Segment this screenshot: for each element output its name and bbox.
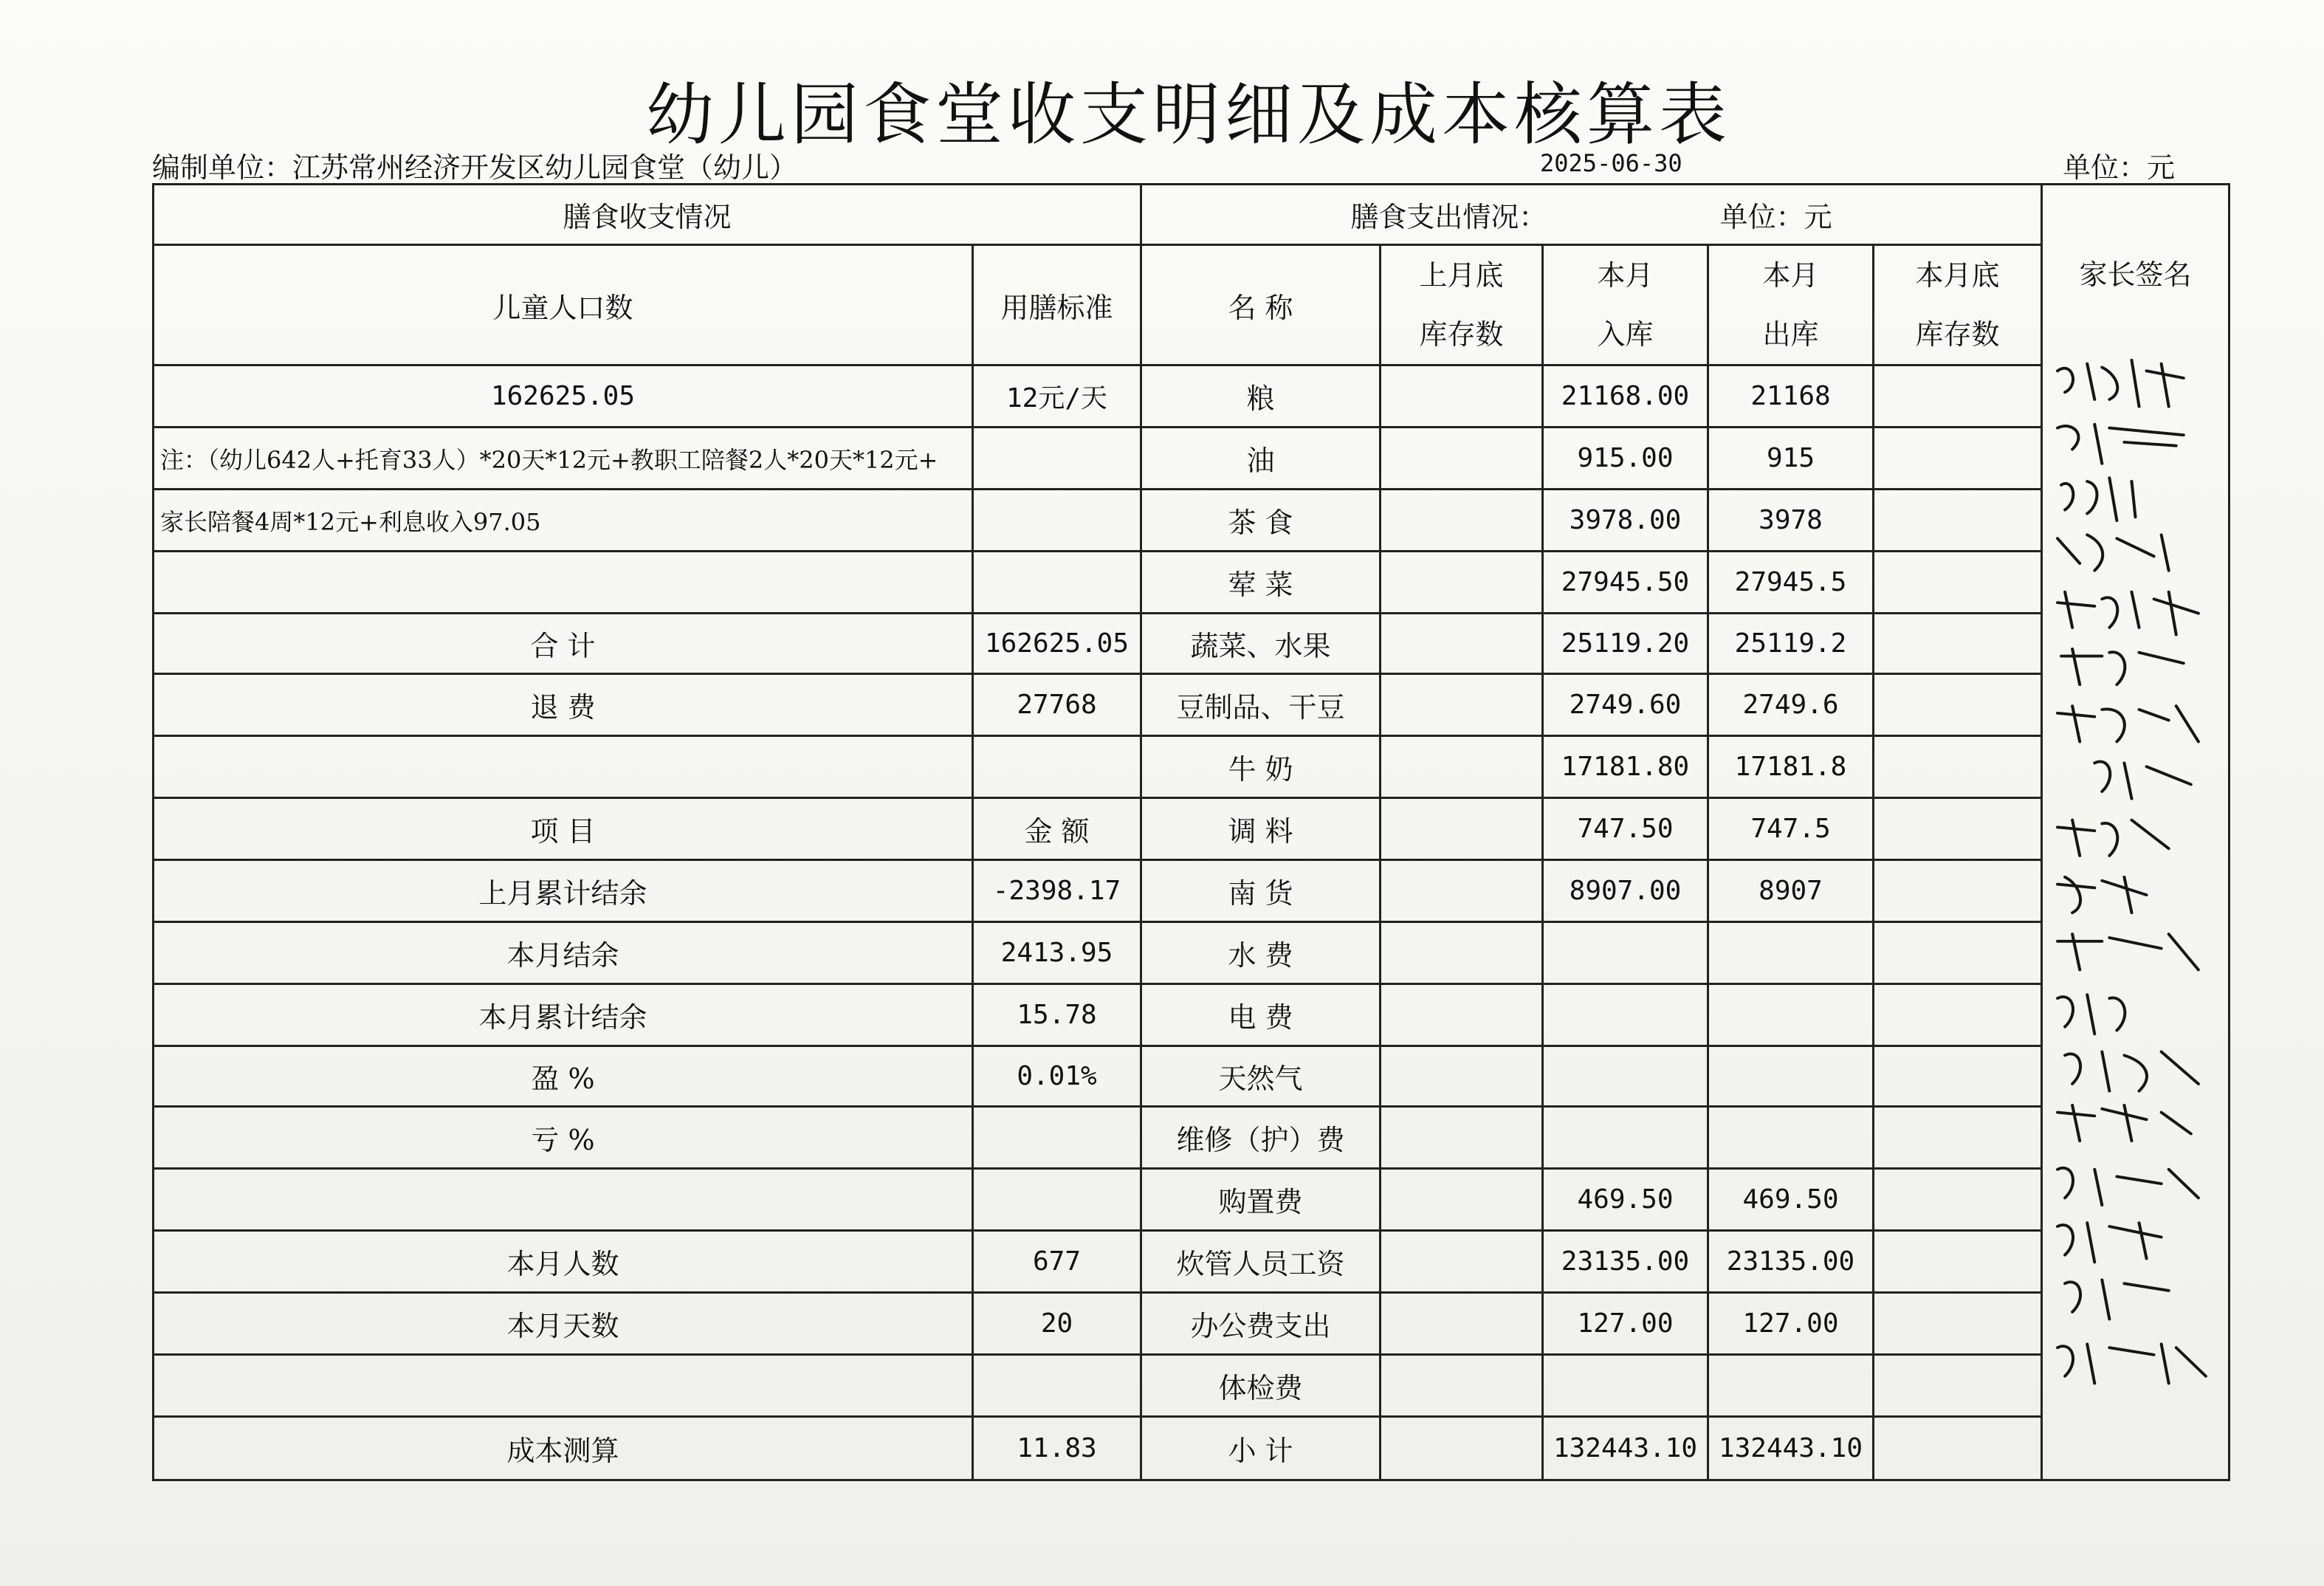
last-stock-cell: [1381, 674, 1543, 736]
last-stock-cell: [1381, 1231, 1543, 1293]
col-month-in-l2: 入库: [1597, 318, 1654, 351]
amount-cell: 金 额: [973, 798, 1141, 860]
month-out-cell: 21168: [1708, 365, 1874, 428]
month-in-cell: 747.50: [1543, 798, 1708, 860]
month-in-cell: 23135.00: [1543, 1231, 1708, 1293]
last-stock-cell: [1381, 552, 1543, 614]
month-out-cell: 2749.6: [1708, 674, 1874, 736]
table-row: [154, 1169, 2230, 1231]
month-in-cell: 17181.80: [1543, 736, 1708, 798]
month-in-cell: 132443.10: [1543, 1417, 1708, 1480]
amount-cell: [973, 1169, 1141, 1231]
table-row: [154, 428, 2230, 490]
item-name-cell: 豆制品、干豆: [1141, 674, 1381, 736]
end-stock-cell: [1874, 736, 2042, 798]
end-stock-cell: [1874, 428, 2042, 490]
amount-cell: 27768: [973, 674, 1141, 736]
month-in-cell: 915.00: [1543, 428, 1708, 490]
item-name-cell: 水 费: [1141, 922, 1381, 984]
income-cell: 盈 %: [154, 1046, 973, 1107]
table-row: [154, 490, 2230, 552]
month-in-cell: 21168.00: [1543, 365, 1708, 428]
amount-cell: [973, 736, 1141, 798]
item-name-cell: 购置费: [1141, 1169, 1381, 1231]
table-row: [154, 1231, 2230, 1293]
item-name-cell: 炊管人员工资: [1141, 1231, 1381, 1293]
end-stock-cell: [1874, 1046, 2042, 1107]
month-out-cell: 747.5: [1708, 798, 1874, 860]
month-in-cell: 469.50: [1543, 1169, 1708, 1231]
month-out-cell: 127.00: [1708, 1293, 1874, 1355]
col-month-out: [1708, 245, 1874, 365]
amount-cell: -2398.17: [973, 860, 1141, 922]
document-title: 幼儿园食堂收支明细及成本核算表: [645, 75, 1731, 154]
col-end-stock-l2: 库存数: [1915, 318, 2000, 351]
month-out-cell: 915: [1708, 428, 1874, 490]
signature-area: [2050, 357, 2221, 1476]
table-row: [154, 798, 2230, 860]
month-out-cell: 3978: [1708, 490, 1874, 552]
table-row: [154, 1293, 2230, 1355]
table-row: [154, 365, 2230, 428]
item-name-cell: 茶 食: [1141, 490, 1381, 552]
end-stock-cell: [1874, 984, 2042, 1046]
end-stock-cell: [1874, 490, 2042, 552]
month-out-cell: [1708, 1107, 1874, 1169]
end-stock-cell: [1874, 1107, 2042, 1169]
last-stock-cell: [1381, 1293, 1543, 1355]
income-cell: 本月天数: [154, 1293, 973, 1355]
table-row: [154, 1046, 2230, 1107]
month-out-cell: [1708, 922, 1874, 984]
last-stock-cell: [1381, 1107, 1543, 1169]
table-row: [154, 552, 2230, 614]
end-stock-cell: [1874, 614, 2042, 674]
income-cell: [154, 736, 973, 798]
item-name-cell: 蔬菜、水果: [1141, 614, 1381, 674]
col-end-stock-l1: 本月底: [1915, 259, 2000, 292]
handwritten-signatures: [2050, 357, 2221, 1476]
last-stock-cell: [1381, 922, 1543, 984]
last-stock-cell: [1381, 428, 1543, 490]
col-meal-standard: 用膳标准: [973, 245, 1141, 365]
month-in-cell: [1543, 922, 1708, 984]
month-out-cell: 23135.00: [1708, 1231, 1874, 1293]
table-row: [154, 674, 2230, 736]
col-last-stock-l2: 库存数: [1419, 318, 1504, 351]
amount-cell: [973, 1355, 1141, 1417]
end-stock-cell: [1874, 1293, 2042, 1355]
amount-cell: 12元/天: [973, 365, 1141, 428]
item-name-cell: 维修（护）费: [1141, 1107, 1381, 1169]
income-section-header: 膳食收支情况: [154, 185, 1141, 245]
end-stock-cell: [1874, 552, 2042, 614]
item-name-cell: 油: [1141, 428, 1381, 490]
amount-cell: 677: [973, 1231, 1141, 1293]
last-stock-cell: [1381, 490, 1543, 552]
table-row: [154, 1417, 2230, 1480]
report-date: 2025-06-30: [1540, 149, 1682, 177]
last-stock-cell: [1381, 1046, 1543, 1107]
month-in-cell: [1543, 1355, 1708, 1417]
col-month-in: [1543, 245, 1708, 365]
col-month-in-l1: 本月: [1597, 259, 1654, 292]
income-cell: [154, 1169, 973, 1231]
expense-section-unit: 单位：元: [1719, 201, 1832, 233]
end-stock-cell: [1874, 1169, 2042, 1231]
income-cell: 成本测算: [154, 1417, 973, 1480]
item-name-cell: 南 货: [1141, 860, 1381, 922]
month-in-cell: [1543, 1046, 1708, 1107]
end-stock-cell: [1874, 1355, 2042, 1417]
income-cell: [154, 552, 973, 614]
month-out-cell: 8907: [1708, 860, 1874, 922]
month-in-cell: [1543, 984, 1708, 1046]
month-in-cell: 2749.60: [1543, 674, 1708, 736]
month-out-cell: 27945.5: [1708, 552, 1874, 614]
month-in-cell: 8907.00: [1543, 860, 1708, 922]
last-stock-cell: [1381, 614, 1543, 674]
item-name-cell: 电 费: [1141, 984, 1381, 1046]
last-stock-cell: [1381, 1169, 1543, 1231]
income-cell: 上月累计结余: [154, 860, 973, 922]
month-out-cell: 469.50: [1708, 1169, 1874, 1231]
item-name-cell: 办公费支出: [1141, 1293, 1381, 1355]
month-in-cell: 27945.50: [1543, 552, 1708, 614]
income-cell: 本月人数: [154, 1231, 973, 1293]
income-cell: 本月累计结余: [154, 984, 973, 1046]
month-in-cell: 127.00: [1543, 1293, 1708, 1355]
income-cell: 项 目: [154, 798, 973, 860]
amount-cell: 162625.05: [973, 614, 1141, 674]
table-row: [154, 614, 2230, 674]
end-stock-cell: [1874, 365, 2042, 428]
income-cell: 退 费: [154, 674, 973, 736]
table-row: [154, 984, 2230, 1046]
last-stock-cell: [1381, 984, 1543, 1046]
org-label: 编制单位：江苏常州经济开发区幼儿园食堂（幼儿）: [152, 151, 798, 184]
month-out-cell: [1708, 1355, 1874, 1417]
month-in-cell: 25119.20: [1543, 614, 1708, 674]
last-stock-cell: [1381, 365, 1543, 428]
income-cell: [154, 1355, 973, 1417]
amount-cell: 20: [973, 1293, 1141, 1355]
item-name-cell: 粮: [1141, 365, 1381, 428]
income-cell: 注：（幼儿642人+托育33人）*20天*12元+教职工陪餐2人*20天*12元+: [154, 428, 973, 490]
income-cell: 亏 %: [154, 1107, 973, 1169]
document-header: [152, 145, 2175, 186]
income-cell: 162625.05: [154, 365, 973, 428]
table-row: [154, 1355, 2230, 1417]
expense-section-header: [1141, 185, 2042, 245]
end-stock-cell: [1874, 922, 2042, 984]
table-row: [154, 922, 2230, 984]
income-cell: 家长陪餐4周*12元+利息收入97.05: [154, 490, 973, 552]
month-out-cell: [1708, 1046, 1874, 1107]
last-stock-cell: [1381, 1355, 1543, 1417]
amount-cell: [973, 428, 1141, 490]
table-row: [154, 736, 2230, 798]
amount-cell: 11.83: [973, 1417, 1141, 1480]
expense-section-title: 膳食支出情况：: [1350, 201, 1547, 233]
last-stock-cell: [1381, 736, 1543, 798]
signature-header: 家长签名: [2079, 258, 2192, 291]
amount-cell: [973, 1107, 1141, 1169]
end-stock-cell: [1874, 1231, 2042, 1293]
last-stock-cell: [1381, 1417, 1543, 1480]
month-out-cell: [1708, 984, 1874, 1046]
cost-table: [152, 183, 2230, 1481]
item-name-cell: 体检费: [1141, 1355, 1381, 1417]
item-name-cell: 小 计: [1141, 1417, 1381, 1480]
item-name-cell: 荤 菜: [1141, 552, 1381, 614]
income-cell: 本月结余: [154, 922, 973, 984]
month-out-cell: 132443.10: [1708, 1417, 1874, 1480]
amount-cell: [973, 552, 1141, 614]
last-stock-cell: [1381, 860, 1543, 922]
col-month-out-l2: 出库: [1762, 318, 1819, 351]
month-out-cell: 17181.8: [1708, 736, 1874, 798]
amount-cell: 15.78: [973, 984, 1141, 1046]
month-in-cell: [1543, 1107, 1708, 1169]
amount-cell: 2413.95: [973, 922, 1141, 984]
end-stock-cell: [1874, 860, 2042, 922]
end-stock-cell: [1874, 674, 2042, 736]
col-end-stock: [1874, 245, 2042, 365]
table-row: [154, 860, 2230, 922]
end-stock-cell: [1874, 798, 2042, 860]
col-children-count: 儿童人口数: [154, 245, 973, 365]
amount-cell: [973, 490, 1141, 552]
income-cell: 合 计: [154, 614, 973, 674]
item-name-cell: 牛 奶: [1141, 736, 1381, 798]
signature-column: [2042, 185, 2230, 1480]
last-stock-cell: [1381, 798, 1543, 860]
month-out-cell: 25119.2: [1708, 614, 1874, 674]
col-last-stock: [1381, 245, 1543, 365]
amount-cell: 0.01%: [973, 1046, 1141, 1107]
item-name-cell: 天然气: [1141, 1046, 1381, 1107]
item-name-cell: 调 料: [1141, 798, 1381, 860]
col-last-stock-l1: 上月底: [1419, 259, 1504, 292]
currency-unit: 单位：元: [2062, 151, 2175, 184]
col-month-out-l1: 本月: [1762, 259, 1819, 292]
end-stock-cell: [1874, 1417, 2042, 1480]
col-item-name: 名 称: [1141, 245, 1381, 365]
table-row: [154, 1107, 2230, 1169]
month-in-cell: 3978.00: [1543, 490, 1708, 552]
